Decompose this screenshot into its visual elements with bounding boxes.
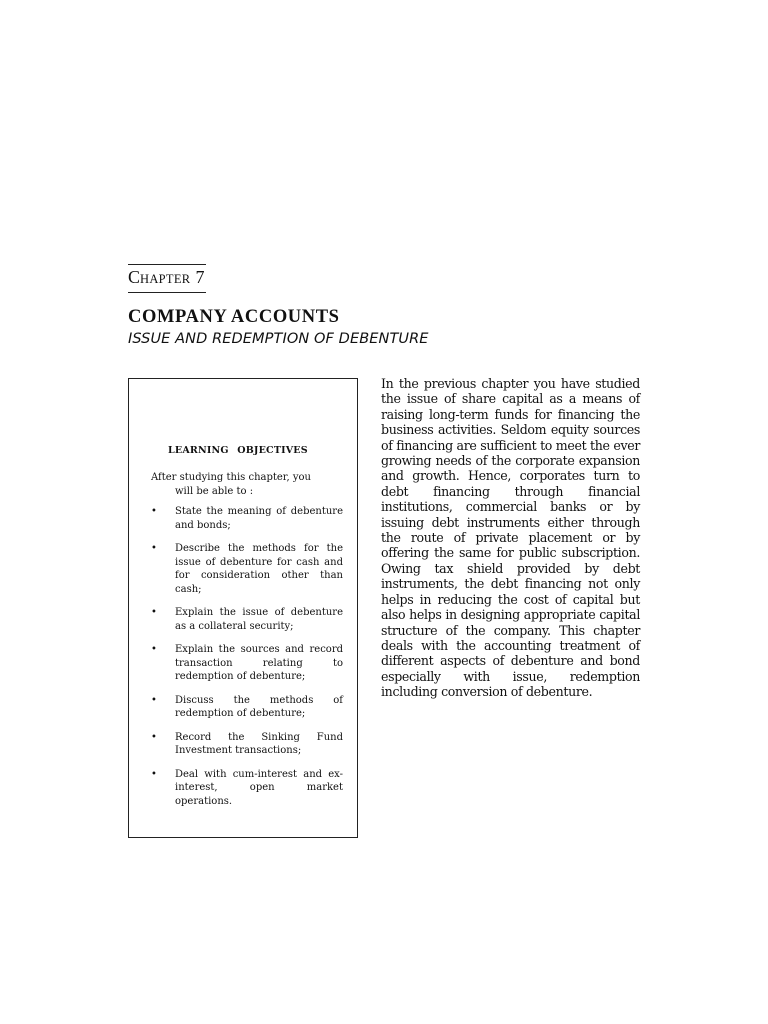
bullet-icon: • [151, 506, 157, 517]
learning-objectives-list [129, 505, 359, 818]
chapter-first-letter: C [128, 267, 141, 287]
list-item [129, 731, 359, 758]
list-item-text: State the meaning of debenture and bonds; [175, 506, 343, 531]
bullet-icon: • [151, 543, 157, 554]
bullet-icon: • [151, 644, 157, 655]
list-item [129, 606, 359, 633]
bullet-icon: • [151, 607, 157, 618]
list-item [129, 694, 359, 721]
list-item-text: Discuss the methods of redemption of debenture; [175, 694, 343, 719]
learning-objectives-intro [151, 471, 343, 498]
intro-line-1: After studying this chapter, you [151, 472, 311, 483]
list-item-text: Describe the methods for the issue of debenture for cash and for consideration other than cash; [175, 543, 343, 595]
list-item [129, 505, 359, 532]
bullet-icon: • [151, 694, 157, 706]
page-title: COMPANY ACCOUNTS [128, 307, 340, 327]
list-item [129, 768, 359, 809]
list-item [129, 542, 359, 596]
learning-objectives-heading: LEARNING OBJECTIVES [168, 445, 308, 456]
list-item-text: Record the Sinking Fund Investment transactions; [175, 731, 343, 756]
list-item-text: Explain the issue of debenture as a collateral security; [175, 607, 343, 632]
learning-objectives-box [128, 378, 358, 838]
bullet-icon: • [151, 731, 157, 743]
list-item-text: Deal with cum-interest and ex-interest, open market operations. [175, 768, 343, 807]
chapter-number: 7 [195, 267, 205, 287]
chapter-label [128, 264, 206, 293]
list-item-text: Explain the sources and record transaction relating to redemption of debenture; [175, 644, 343, 682]
intro-line-2: will be able to : [175, 485, 254, 497]
list-item [129, 643, 359, 684]
bullet-icon: • [151, 768, 157, 780]
intro-paragraph: In the previous chapter you have studied the issue of share capital as a means of raising long-term funds for financing the business activities. Seldom equity sources of financing are sufficient to meet the ever growing needs of the corporate expansion and growth. Hence, corporates turn to debt financing through financial institutions, commercial banks or by issuing debt instruments either through the route of private placement or by offering the same for public subscription. Owing tax shield provided by debt instruments, the debt financing not only helps in reducing the cost of capital but also helps in designing appropriate capital structure of the company. This chapter deals with the accounting treatment of different aspects of debenture and bond especially with issue, redemption including conversion of debenture. [381, 376, 640, 700]
chapter-word: HAPTER [140, 272, 191, 286]
page-subtitle: ISSUE AND REDEMPTION OF DEBENTURE [128, 331, 429, 347]
